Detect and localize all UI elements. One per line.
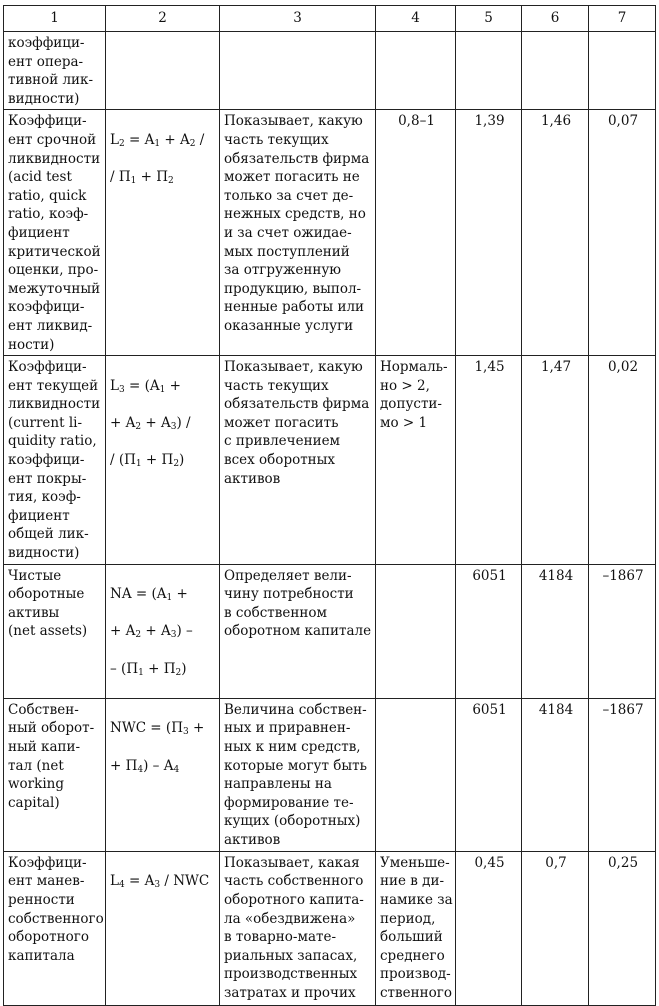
value-col5-cell: 0,45	[456, 851, 522, 1005]
formula-cell	[106, 564, 220, 698]
formula-cell	[106, 356, 220, 565]
formula-line: – $(П_1 + П_2)$	[110, 660, 187, 678]
formula-line: + $П_4) - A_4$	[110, 757, 180, 775]
value-col6-cell: 1,46	[522, 110, 589, 356]
table-row	[4, 851, 656, 1005]
value-col6-cell: 0,7	[522, 851, 589, 1005]
formula-line: NWC = ($П_3$ +	[110, 720, 205, 738]
formula-line: $L_3 = (A_1$ +	[110, 377, 181, 395]
formula-line: / $(П_1 + П_2)$	[110, 452, 185, 470]
value-col6-cell: 4184	[522, 698, 589, 851]
value-col7-cell: –1867	[589, 564, 656, 698]
formula-line: + $A_2 + A_3$) /	[110, 414, 191, 432]
norm-cell	[376, 32, 456, 110]
formula-line: $L_2 = A_1 + A_2$ /	[110, 131, 205, 149]
header-cell-6: 6	[522, 6, 589, 32]
value-col7-cell: 0,07	[589, 110, 656, 356]
table-row	[4, 356, 656, 565]
description-cell: Показывает, какая часть собственного оборотного капита- ла «обездвижена» в товарно-мате- риальных запасах, производственных затратах и прочих	[220, 851, 376, 1005]
value-col5-cell	[456, 32, 522, 110]
table-row	[4, 564, 656, 698]
header-cell-4: 4	[376, 6, 456, 32]
formula-cell	[106, 698, 220, 851]
description-cell: Показывает, какую часть текущих обязательств фирма может погасить с привлечением всех оборотных активов	[220, 356, 376, 565]
indicator-name-cell: Коэффици- ент срочной ликвидности (acid test ratio, quick ratio, коэф- фициент критической оценки, про- межуточный коэффици- ент ликвид- ности)	[4, 110, 106, 356]
norm-cell	[376, 698, 456, 851]
formula-cell	[106, 32, 220, 110]
indicator-name-cell: Чистые оборотные активы (net assets)	[4, 564, 106, 698]
value-col7-cell: –1867	[589, 698, 656, 851]
indicator-name-cell: Собствен- ный оборот- ный капи- тал (net working capital)	[4, 698, 106, 851]
value-col5-cell: 6051	[456, 564, 522, 698]
table-row	[4, 110, 656, 356]
formula-line: + $A_2 + A_3$) –	[110, 623, 193, 641]
formula-cell	[106, 851, 220, 1005]
formula-cell	[106, 110, 220, 356]
description-cell: Величина собствен- ных и приравнен- ных к ним средств, которые могут быть направлены на формирование те- кущих (оборотных) активов	[220, 698, 376, 851]
value-col7-cell	[589, 32, 656, 110]
norm-cell	[376, 564, 456, 698]
value-col5-cell: 1,45	[456, 356, 522, 565]
value-col6-cell	[522, 32, 589, 110]
norm-cell: 0,8–1	[376, 110, 456, 356]
norm-cell: Нормаль- но > 2, допусти- мо > 1	[376, 356, 456, 565]
value-col7-cell: 0,25	[589, 851, 656, 1005]
header-cell-7: 7	[589, 6, 656, 32]
header-cell-3: 3	[220, 6, 376, 32]
value-col5-cell: 1,39	[456, 110, 522, 356]
indicator-name-cell: коэффици- ент опера- тивной лик- видности)	[4, 32, 106, 110]
value-col7-cell: 0,02	[589, 356, 656, 565]
liquidity-ratios-table	[3, 5, 656, 1006]
formula-line: $L_4 = A_3$ / NWC	[110, 873, 210, 891]
indicator-name-cell: Коэффици- ент текущей ликвидности (current li- quidity ratio, коэффици- ент покры- тия, коэф- фициент общей лик- видности)	[4, 356, 106, 565]
value-col6-cell: 4184	[522, 564, 589, 698]
header-cell-5: 5	[456, 6, 522, 32]
formula-line: / $П_1 + П_2$	[110, 169, 174, 187]
table-header-row	[4, 6, 656, 32]
description-cell: Показывает, какую часть текущих обязательств фирма может погасить не только за счет де- нежных средств, но и за счет ожидае- мых поступлений за отгруженную продукцию, выпол- ненные работы или оказанные услуги	[220, 110, 376, 356]
value-col6-cell: 1,47	[522, 356, 589, 565]
table-row	[4, 698, 656, 851]
formula-line: NA = ($A_1$ +	[110, 586, 188, 604]
description-cell: Определяет вели- чину потребности в собственном оборотном капитале	[220, 564, 376, 698]
description-cell	[220, 32, 376, 110]
norm-cell: Уменьше- ние в ди- намике за период, больший среднего производ- ственного	[376, 851, 456, 1005]
value-col5-cell: 6051	[456, 698, 522, 851]
indicator-name-cell: Коэффици- ент манев- ренности собственного оборотного капитала	[4, 851, 106, 1005]
header-cell-1: 1	[4, 6, 106, 32]
table-row	[4, 32, 656, 110]
header-cell-2: 2	[106, 6, 220, 32]
